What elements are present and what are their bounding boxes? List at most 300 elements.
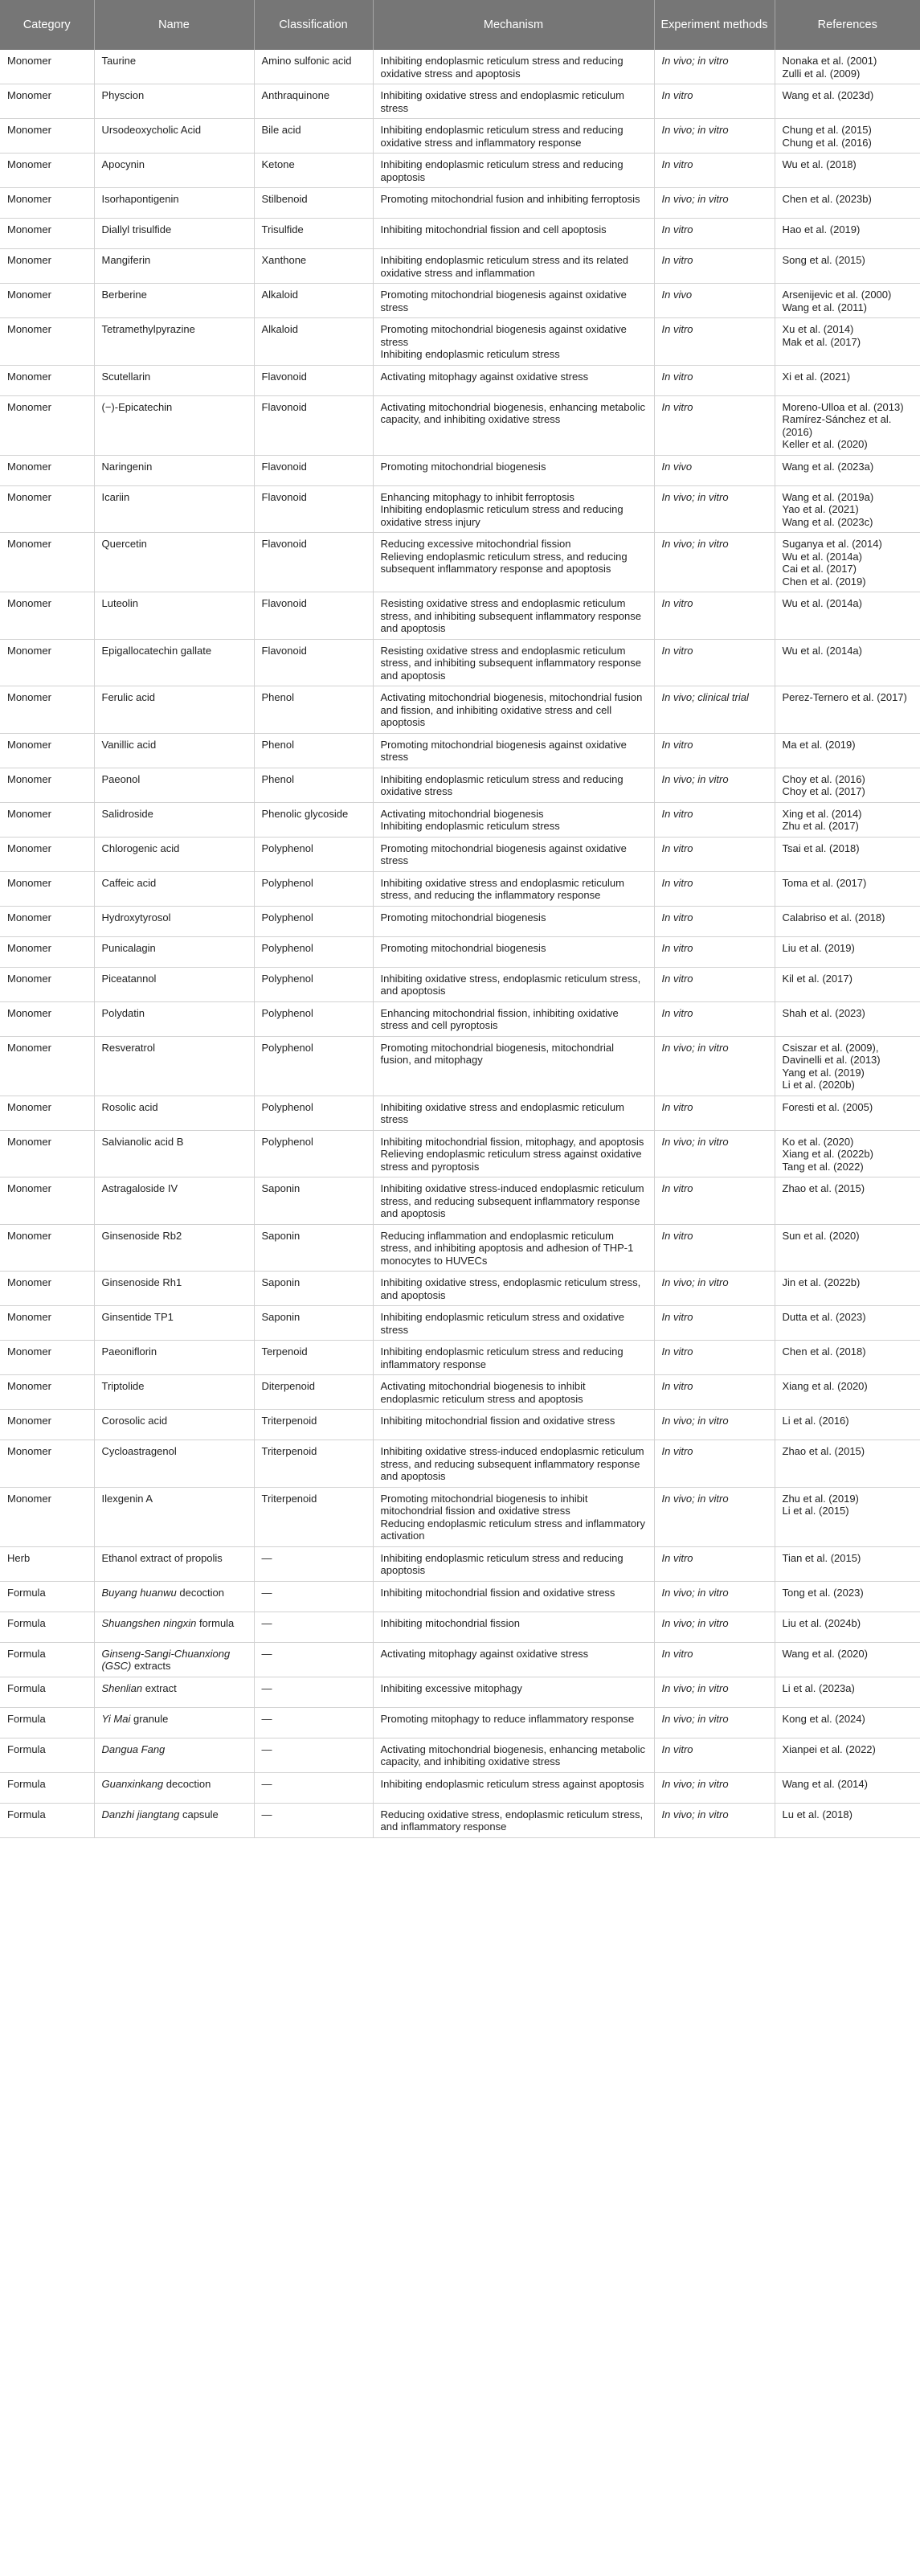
- methods-cell: In vivo; in vitro: [654, 485, 775, 533]
- classification-cell: Flavonoid: [254, 365, 373, 395]
- table-row: [0, 1036, 920, 1096]
- methods-cell: In vivo; in vitro: [654, 533, 775, 592]
- reference-link[interactable]: Liu et al. (2019): [782, 941, 855, 954]
- reference-link[interactable]: Wu et al. (2014a): [782, 597, 862, 609]
- mechanism-line: Promoting mitochondrial biogenesis: [380, 941, 546, 954]
- mechanism-cell: [373, 1581, 654, 1612]
- methods-cell: In vitro: [654, 1341, 775, 1375]
- category-cell: Monomer: [0, 50, 94, 84]
- name-cell: [94, 1803, 254, 1837]
- mechanism-cell: [373, 485, 654, 533]
- table-row: [0, 936, 920, 967]
- name-cell: [94, 802, 254, 837]
- table-row: [0, 318, 920, 366]
- reference-link[interactable]: Choy et al. (2016): [782, 772, 865, 785]
- name-cell: [94, 1224, 254, 1272]
- reference-link[interactable]: Wang et al. (2023a): [782, 460, 874, 473]
- mechanism-cell: [373, 768, 654, 802]
- classification-cell: Ketone: [254, 154, 373, 188]
- references-cell: [775, 533, 920, 592]
- classification-cell: Phenolic glycoside: [254, 802, 373, 837]
- classification-cell: Polyphenol: [254, 967, 373, 1001]
- references-cell: [775, 1487, 920, 1546]
- mechanism-cell: [373, 1772, 654, 1803]
- reference-link[interactable]: Xiang et al. (2022b): [782, 1148, 873, 1160]
- mechanism-line: Inhibiting mitochondrial fission and oxidative stress: [380, 1586, 615, 1599]
- methods-cell: In vivo; in vitro: [654, 768, 775, 802]
- reference-link[interactable]: Ramírez-Sánchez et al. (2016): [782, 413, 892, 438]
- category-cell: Monomer: [0, 871, 94, 906]
- reference-link[interactable]: Yao et al. (2021): [782, 503, 859, 515]
- reference-link[interactable]: Liu et al. (2024b): [782, 1616, 861, 1629]
- category-cell: Herb: [0, 1546, 94, 1581]
- mechanism-cell: [373, 837, 654, 871]
- table-row: [0, 1642, 920, 1677]
- mechanism-line: Enhancing mitophagy to inhibit ferroptosis: [380, 490, 574, 503]
- mechanism-line: Inhibiting oxidative stress and endoplasmic reticulum stress, and reducing the inflammatory response: [380, 876, 624, 901]
- mechanism-cell: [373, 967, 654, 1001]
- reference-link[interactable]: Ma et al. (2019): [782, 738, 856, 751]
- methods-cell: In vivo; in vitro: [654, 1707, 775, 1738]
- classification-cell: —: [254, 1581, 373, 1612]
- reference-link[interactable]: Xianpei et al. (2022): [782, 1743, 876, 1755]
- mechanism-line: Inhibiting endoplasmic reticulum stress against apoptosis: [380, 1777, 644, 1790]
- table-row: [0, 1272, 920, 1306]
- mechanism-line: Inhibiting endoplasmic reticulum stress and reducing oxidative stress and inflammatory response: [380, 124, 624, 149]
- reference-link[interactable]: Shah et al. (2023): [782, 1006, 865, 1019]
- reference-link[interactable]: Perez-Ternero et al. (2017): [782, 691, 907, 703]
- mechanism-line: Relieving endoplasmic reticulum stress against oxidative stress and pyroptosis: [380, 1148, 642, 1173]
- reference-link[interactable]: Jin et al. (2022b): [782, 1276, 861, 1288]
- table-row: [0, 1612, 920, 1642]
- reference-link[interactable]: Zhu et al. (2017): [782, 820, 859, 832]
- reference-link[interactable]: Cai et al. (2017): [782, 563, 857, 575]
- references-cell: [775, 1581, 920, 1612]
- methods-cell: In vitro: [654, 871, 775, 906]
- reference-link[interactable]: Chen et al. (2023b): [782, 193, 872, 205]
- compound-name: Yi Mai: [101, 1712, 131, 1725]
- methods-cell: In vitro: [654, 1738, 775, 1772]
- classification-cell: Flavonoid: [254, 455, 373, 485]
- references-cell: [775, 1612, 920, 1642]
- category-cell: Monomer: [0, 318, 94, 366]
- category-cell: Monomer: [0, 84, 94, 119]
- name-cell: [94, 154, 254, 188]
- name-cell: [94, 84, 254, 119]
- reference-link[interactable]: Mak et al. (2017): [782, 335, 861, 348]
- compound-name: Naringenin: [101, 460, 153, 473]
- reference-link[interactable]: Xiang et al. (2020): [782, 1380, 868, 1392]
- category-cell: Monomer: [0, 1130, 94, 1177]
- reference-link[interactable]: Calabriso et al. (2018): [782, 911, 885, 924]
- name-cell: [94, 455, 254, 485]
- classification-cell: Triterpenoid: [254, 1440, 373, 1488]
- compound-name-suffix: extracts: [131, 1660, 171, 1672]
- reference-link[interactable]: Zhao et al. (2015): [782, 1445, 865, 1457]
- reference-link[interactable]: Keller et al. (2020): [782, 438, 868, 450]
- methods-cell: In vitro: [654, 1642, 775, 1677]
- mechanism-line: Inhibiting endoplasmic reticulum stress and oxidative stress: [380, 1311, 624, 1336]
- methods-cell: In vivo; in vitro: [654, 50, 775, 84]
- methods-cell: In vitro: [654, 906, 775, 936]
- methods-cell: In vitro: [654, 249, 775, 284]
- methods-cell: In vivo; in vitro: [654, 1581, 775, 1612]
- reference-link[interactable]: Wu et al. (2014a): [782, 644, 862, 657]
- reference-link[interactable]: Arsenijevic et al. (2000): [782, 289, 892, 301]
- reference-link[interactable]: Toma et al. (2017): [782, 876, 867, 889]
- reference-link[interactable]: Wang et al. (2023d): [782, 89, 874, 101]
- reference-link[interactable]: Li et al. (2016): [782, 1415, 849, 1427]
- category-cell: Formula: [0, 1738, 94, 1772]
- classification-cell: —: [254, 1772, 373, 1803]
- name-cell: [94, 1612, 254, 1642]
- reference-link[interactable]: Kong et al. (2024): [782, 1712, 865, 1725]
- reference-link[interactable]: Zhao et al. (2015): [782, 1182, 865, 1194]
- table-row: [0, 1581, 920, 1612]
- category-cell: Formula: [0, 1772, 94, 1803]
- references-cell: [775, 219, 920, 249]
- mechanism-line: Activating mitochondrial biogenesis, enhancing metabolic capacity, and inhibiting oxidative stress: [380, 1743, 646, 1767]
- compound-name: Quercetin: [101, 538, 147, 550]
- category-cell: Monomer: [0, 936, 94, 967]
- name-cell: [94, 686, 254, 734]
- classification-cell: Polyphenol: [254, 1036, 373, 1096]
- header-row: [0, 0, 920, 50]
- methods-cell: In vivo; in vitro: [654, 1612, 775, 1642]
- methods-cell: In vivo; clinical trial: [654, 686, 775, 734]
- reference-link[interactable]: Xu et al. (2014): [782, 323, 854, 335]
- compound-name: Epigallocatechin gallate: [101, 644, 212, 657]
- classification-cell: Diterpenoid: [254, 1375, 373, 1410]
- reference-link[interactable]: Tian et al. (2015): [782, 1551, 861, 1564]
- classification-cell: Phenol: [254, 733, 373, 768]
- classification-cell: —: [254, 1642, 373, 1677]
- compound-name: Ginsenoside Rh1: [101, 1276, 182, 1288]
- reference-link[interactable]: Zulli et al. (2009): [782, 67, 861, 80]
- reference-link[interactable]: Kil et al. (2017): [782, 972, 853, 985]
- table-row: [0, 592, 920, 640]
- mechanism-line: Inhibiting endoplasmic reticulum stress and reducing apoptosis: [380, 158, 624, 183]
- reference-link[interactable]: Nonaka et al. (2001): [782, 55, 877, 67]
- category-cell: Monomer: [0, 1440, 94, 1488]
- name-cell: [94, 1677, 254, 1707]
- references-cell: [775, 1677, 920, 1707]
- name-cell: [94, 1341, 254, 1375]
- compound-name: Scutellarin: [101, 370, 151, 383]
- table-row: [0, 768, 920, 802]
- table-row: [0, 1772, 920, 1803]
- compound-name: Luteolin: [101, 597, 139, 609]
- compound-name: Tetramethylpyrazine: [101, 323, 195, 335]
- mechanism-line: Activating mitochondrial biogenesis, enhancing metabolic capacity, and inhibiting oxidative stress: [380, 400, 646, 425]
- methods-cell: In vitro: [654, 837, 775, 871]
- mechanism-line: Inhibiting endoplasmic reticulum stress and reducing oxidative stress and apoptosis: [380, 55, 624, 80]
- mechanism-line: Inhibiting oxidative stress-induced endoplasmic reticulum stress, and reducing subsequent inflammatory response and apoptosis: [380, 1182, 644, 1219]
- methods-cell: In vivo; in vitro: [654, 119, 775, 154]
- name-cell: [94, 1487, 254, 1546]
- table-row: [0, 365, 920, 395]
- classification-cell: —: [254, 1612, 373, 1642]
- methods-cell: In vitro: [654, 1306, 775, 1341]
- mechanism-cell: [373, 1001, 654, 1036]
- reference-link[interactable]: Xing et al. (2014): [782, 807, 862, 820]
- methods-cell: In vitro: [654, 84, 775, 119]
- name-cell: [94, 1306, 254, 1341]
- reference-link[interactable]: Dutta et al. (2023): [782, 1311, 866, 1323]
- references-cell: [775, 1410, 920, 1440]
- classification-cell: Phenol: [254, 686, 373, 734]
- header-name: Name: [94, 0, 254, 50]
- reference-link[interactable]: Wu et al. (2018): [782, 158, 857, 170]
- table-row: [0, 1546, 920, 1581]
- compound-name-suffix: granule: [130, 1712, 169, 1725]
- name-cell: [94, 1036, 254, 1096]
- references-cell: [775, 1001, 920, 1036]
- category-cell: Monomer: [0, 365, 94, 395]
- references-cell: [775, 1177, 920, 1225]
- reference-link[interactable]: Chen et al. (2019): [782, 575, 866, 588]
- classification-cell: Polyphenol: [254, 1096, 373, 1130]
- methods-cell: In vitro: [654, 1177, 775, 1225]
- category-cell: Monomer: [0, 1410, 94, 1440]
- category-cell: Monomer: [0, 485, 94, 533]
- name-cell: [94, 936, 254, 967]
- compound-name-suffix: extract: [142, 1681, 177, 1694]
- methods-cell: In vitro: [654, 639, 775, 686]
- table-row: [0, 84, 920, 119]
- category-cell: Monomer: [0, 188, 94, 219]
- reference-link[interactable]: Hao et al. (2019): [782, 223, 861, 235]
- methods-cell: In vivo: [654, 284, 775, 318]
- reference-link[interactable]: Xi et al. (2021): [782, 370, 851, 383]
- references-cell: [775, 485, 920, 533]
- mechanism-line: Inhibiting endoplasmic reticulum stress: [380, 820, 560, 832]
- mechanism-cell: [373, 686, 654, 734]
- classification-cell: Trisulfide: [254, 219, 373, 249]
- reference-link[interactable]: Chen et al. (2018): [782, 1345, 866, 1358]
- methods-cell: In vitro: [654, 967, 775, 1001]
- mechanism-line: Promoting mitochondrial biogenesis to inhibit mitochondrial fission and oxidative stress: [380, 1492, 588, 1517]
- classification-cell: Terpenoid: [254, 1341, 373, 1375]
- table-row: [0, 1177, 920, 1225]
- reference-link[interactable]: Wang et al. (2019a): [782, 490, 874, 503]
- classification-cell: Triterpenoid: [254, 1410, 373, 1440]
- classification-cell: Polyphenol: [254, 936, 373, 967]
- table-row: [0, 871, 920, 906]
- classification-cell: Polyphenol: [254, 871, 373, 906]
- table-row: [0, 1487, 920, 1546]
- category-cell: Monomer: [0, 1224, 94, 1272]
- classification-cell: Amino sulfonic acid: [254, 50, 373, 84]
- methods-cell: In vitro: [654, 318, 775, 366]
- compound-name-suffix: capsule: [179, 1808, 219, 1820]
- reference-link[interactable]: Li et al. (2015): [782, 1505, 849, 1517]
- classification-cell: Polyphenol: [254, 837, 373, 871]
- table-header: [0, 0, 920, 50]
- reference-link[interactable]: Moreno-Ulloa et al. (2013): [782, 400, 904, 413]
- reference-link[interactable]: Tong et al. (2023): [782, 1586, 864, 1599]
- references-cell: [775, 395, 920, 455]
- mechanism-line: Inhibiting endoplasmic reticulum stress: [380, 348, 560, 360]
- reference-link[interactable]: Tang et al. (2022): [782, 1160, 864, 1173]
- reference-link[interactable]: Zhu et al. (2019): [782, 1492, 859, 1505]
- category-cell: Monomer: [0, 1341, 94, 1375]
- table-row: [0, 249, 920, 284]
- methods-cell: In vivo; in vitro: [654, 1487, 775, 1546]
- category-cell: Monomer: [0, 249, 94, 284]
- mechanism-cell: [373, 1096, 654, 1130]
- mechanism-cell: [373, 284, 654, 318]
- mechanism-line: Activating mitochondrial biogenesis: [380, 807, 544, 820]
- mechanism-cell: [373, 1612, 654, 1642]
- references-cell: [775, 871, 920, 906]
- name-cell: [94, 1440, 254, 1488]
- name-cell: [94, 967, 254, 1001]
- table-row: [0, 1803, 920, 1837]
- category-cell: Formula: [0, 1707, 94, 1738]
- category-cell: Monomer: [0, 592, 94, 640]
- classification-cell: Flavonoid: [254, 485, 373, 533]
- mechanism-line: Inhibiting excessive mitophagy: [380, 1681, 522, 1694]
- name-cell: [94, 906, 254, 936]
- name-cell: [94, 1272, 254, 1306]
- references-cell: [775, 1036, 920, 1096]
- classification-cell: —: [254, 1803, 373, 1837]
- compound-name: Salvianolic acid B: [101, 1135, 184, 1148]
- mechanism-line: Promoting mitochondrial biogenesis against oxidative stress: [380, 738, 627, 763]
- reference-link[interactable]: Wang et al. (2014): [782, 1777, 868, 1790]
- reference-link[interactable]: Song et al. (2015): [782, 254, 865, 266]
- methods-cell: In vivo; in vitro: [654, 1410, 775, 1440]
- compound-name: Ginseng-Sangi-Chuanxiong (GSC): [101, 1647, 231, 1672]
- mechanism-line: Inhibiting endoplasmic reticulum stress and reducing oxidative stress: [380, 772, 624, 797]
- classification-cell: Saponin: [254, 1272, 373, 1306]
- references-cell: [775, 188, 920, 219]
- references-cell: [775, 249, 920, 284]
- name-cell: [94, 1410, 254, 1440]
- reference-link[interactable]: Foresti et al. (2005): [782, 1100, 873, 1113]
- compound-name: Ginsenoside Rb2: [101, 1229, 182, 1242]
- mechanism-cell: [373, 1306, 654, 1341]
- category-cell: Monomer: [0, 639, 94, 686]
- classification-cell: Alkaloid: [254, 284, 373, 318]
- reference-link[interactable]: Lu et al. (2018): [782, 1808, 853, 1820]
- reference-link[interactable]: Wu et al. (2014a): [782, 550, 862, 563]
- reference-link[interactable]: Suganya et al. (2014): [782, 538, 882, 550]
- references-cell: [775, 1306, 920, 1341]
- compound-name: Chlorogenic acid: [101, 842, 180, 854]
- references-cell: [775, 119, 920, 154]
- reference-link[interactable]: Li et al. (2020b): [782, 1079, 855, 1091]
- name-cell: [94, 1642, 254, 1677]
- compound-name: Ginsentide TP1: [101, 1311, 174, 1323]
- mechanism-line: Inhibiting oxidative stress, endoplasmic reticulum stress, and apoptosis: [380, 1276, 641, 1301]
- reference-link[interactable]: Choy et al. (2017): [782, 785, 865, 797]
- reference-link[interactable]: Li et al. (2023a): [782, 1681, 855, 1694]
- methods-cell: In vitro: [654, 219, 775, 249]
- reference-link[interactable]: Tsai et al. (2018): [782, 842, 860, 854]
- compound-name: Diallyl trisulfide: [101, 223, 172, 235]
- category-cell: Monomer: [0, 284, 94, 318]
- category-cell: Formula: [0, 1803, 94, 1837]
- compound-name: Salidroside: [101, 807, 153, 820]
- table-row: [0, 284, 920, 318]
- compound-name: Astragaloside IV: [101, 1182, 178, 1194]
- references-cell: [775, 1130, 920, 1177]
- name-cell: [94, 119, 254, 154]
- classification-cell: Saponin: [254, 1306, 373, 1341]
- references-cell: [775, 936, 920, 967]
- mechanism-cell: [373, 1410, 654, 1440]
- table-row: [0, 1677, 920, 1707]
- reference-link[interactable]: Csiszar et al. (2009),: [782, 1041, 879, 1054]
- category-cell: Monomer: [0, 1272, 94, 1306]
- reference-link[interactable]: Davinelli et al. (2013): [782, 1054, 881, 1066]
- category-cell: Monomer: [0, 837, 94, 871]
- mechanism-cell: [373, 802, 654, 837]
- reference-link[interactable]: Ko et al. (2020): [782, 1135, 854, 1148]
- category-cell: Monomer: [0, 906, 94, 936]
- category-cell: Monomer: [0, 802, 94, 837]
- classification-cell: Flavonoid: [254, 533, 373, 592]
- mechanism-cell: [373, 395, 654, 455]
- mechanism-line: Inhibiting mitochondrial fission and cell apoptosis: [380, 223, 607, 235]
- mechanism-cell: [373, 1341, 654, 1375]
- category-cell: Formula: [0, 1581, 94, 1612]
- table-row: [0, 1707, 920, 1738]
- reference-link[interactable]: Wang et al. (2023c): [782, 515, 873, 528]
- header-classification: Classification: [254, 0, 373, 50]
- compound-name: Ferulic acid: [101, 691, 155, 703]
- reference-link[interactable]: Chung et al. (2016): [782, 136, 872, 149]
- references-cell: [775, 318, 920, 366]
- classification-cell: Saponin: [254, 1177, 373, 1225]
- name-cell: [94, 395, 254, 455]
- name-cell: [94, 1375, 254, 1410]
- methods-cell: In vivo; in vitro: [654, 1130, 775, 1177]
- reference-link[interactable]: Yang et al. (2019): [782, 1066, 865, 1079]
- table-row: [0, 219, 920, 249]
- references-cell: [775, 1341, 920, 1375]
- mechanism-cell: [373, 1546, 654, 1581]
- category-cell: Monomer: [0, 1306, 94, 1341]
- reference-link[interactable]: Chung et al. (2015): [782, 124, 872, 136]
- reference-link[interactable]: Sun et al. (2020): [782, 1229, 860, 1242]
- reference-link[interactable]: Wang et al. (2020): [782, 1647, 868, 1660]
- name-cell: [94, 284, 254, 318]
- mechanism-cell: [373, 592, 654, 640]
- table-row: [0, 395, 920, 455]
- table-row: [0, 455, 920, 485]
- classification-cell: Anthraquinone: [254, 84, 373, 119]
- references-cell: [775, 906, 920, 936]
- reference-link[interactable]: Wang et al. (2011): [782, 301, 867, 313]
- table-row: [0, 188, 920, 219]
- mechanism-line: Promoting mitochondrial biogenesis: [380, 460, 546, 473]
- mechanism-cell: [373, 318, 654, 366]
- name-cell: [94, 485, 254, 533]
- mechanism-line: Resisting oxidative stress and endoplasmic reticulum stress, and inhibiting subsequent inflammatory response and apoptosis: [380, 644, 641, 682]
- category-cell: Formula: [0, 1612, 94, 1642]
- references-cell: [775, 1803, 920, 1837]
- category-cell: Formula: [0, 1677, 94, 1707]
- mechanism-cell: [373, 1677, 654, 1707]
- mechanism-line: Reducing oxidative stress, endoplasmic reticulum stress, and inflammatory response: [380, 1808, 644, 1833]
- methods-cell: In vivo; in vitro: [654, 1677, 775, 1707]
- mechanism-line: Activating mitophagy against oxidative stress: [380, 1647, 589, 1660]
- category-cell: Monomer: [0, 1036, 94, 1096]
- header-category: Category: [0, 0, 94, 50]
